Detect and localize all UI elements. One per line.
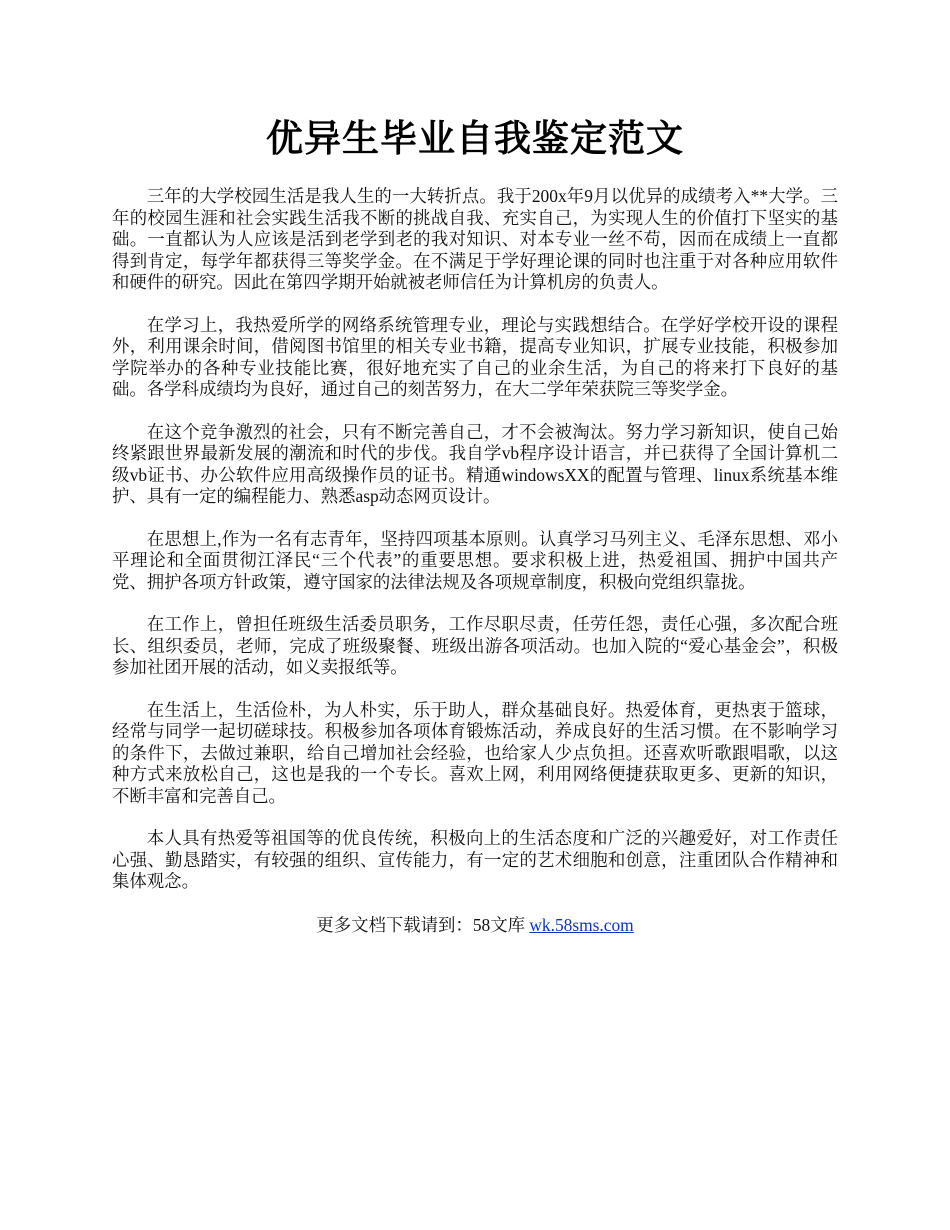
paragraph-work: 在工作上，曾担任班级生活委员职务，工作尽职尽责，任劳任怨，责任心强，多次配合班长、组织委员，老师，完成了班级聚餐、班级出游各项活动。也加入院的“爱心基金会”，积极参加社团开展的活动，如义卖报纸等。 [112,614,838,677]
footer-prefix: 更多文档下载请到：58文库 [316,914,530,935]
paragraph-summary: 本人具有热爱等祖国等的优良传统，积极向上的生活态度和广泛的兴趣爱好，对工作责任心强、勤恳踏实，有较强的组织、宣传能力，有一定的艺术细胞和创意，注重团队合作精神和集体观念。 [112,828,838,891]
paragraph-intro: 三年的大学校园生活是我人生的一大转折点。我于200x年9月以优异的成绩考入**大学。三年的校园生涯和社会实践生活我不断的挑战自我、充实自己，为实现人生的价值打下坚实的基础。一直都认为人应该是活到老学到老的我对知识、对本专业一丝不苟，因而在成绩上一直都得到肯定，每学年都获得三等奖学金。在不满足于学好理论课的同时也注重于对各种应用软件和硬件的研究。因此在第四学期开始就被老师信任为计算机房的负责人。 [112,186,838,292]
paragraph-study: 在学习上，我热爱所学的网络系统管理专业，理论与实践想结合。在学好学校开设的课程外，利用课余时间，借阅图书馆里的相关专业书籍，提高专业知识，扩展专业技能，积极参加学院举办的各种专业技能比赛，很好地充实了自己的业余生活，为自己的将来打下良好的基础。各学科成绩均为良好，通过自己的刻苦努力，在大二学年荣获院三等奖学金。 [112,314,838,399]
paragraph-skills: 在这个竞争激烈的社会，只有不断完善自己，才不会被淘汰。努力学习新知识，使自己始终紧跟世界最新发展的潮流和时代的步伐。我自学vb程序设计语言，并已获得了全国计算机二级vb证书、办公软件应用高级操作员的证书。精通windowsXX的配置与管理、linux系统基本维护、具有一定的编程能力、熟悉asp动态网页设计。 [112,421,838,506]
footer-link[interactable]: wk.58sms.com [529,914,634,935]
paragraph-life: 在生活上，生活俭朴，为人朴实，乐于助人，群众基础良好。热爱体育，更热衷于篮球，经常与同学一起切磋球技。积极参加各项体育锻炼活动，养成良好的生活习惯。在不影响学习的条件下，去做过兼职，给自己增加社会经验，也给家人少点负担。还喜欢听歌跟唱歌，以这种方式来放松自己，这也是我的一个专长。喜欢上网，利用网络便捷获取更多、更新的知识，不断丰富和完善自己。 [112,699,838,806]
document-title: 优异生毕业自我鉴定范文 [266,116,684,160]
paragraph-ideology: 在思想上,作为一名有志青年，坚持四项基本原则。认真学习马列主义、毛泽东思想、邓小平理论和全面贯彻江泽民“三个代表”的重要思想。要求积极上进，热爱祖国、拥护中国共产党、拥护各项方针政策，遵守国家的法律法规及各项规章制度，积极向党组织靠拢。 [112,528,838,592]
footer-download-note [112,914,838,936]
